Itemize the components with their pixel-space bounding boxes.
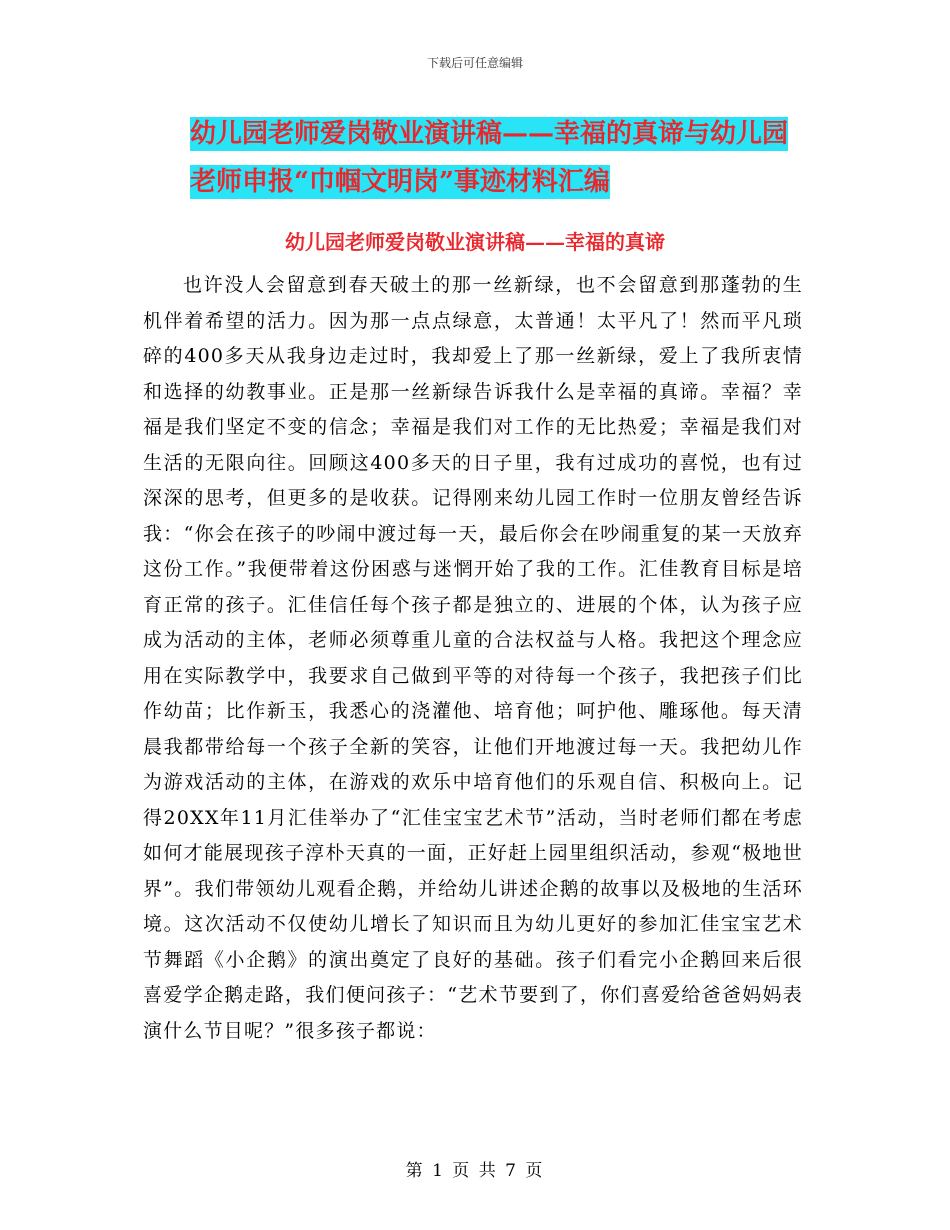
title-line-2: 老师申报“巾帼文明岗”事迹材料汇编 xyxy=(190,167,610,197)
section-title: 幼儿园老师爱岗敬业演讲稿——幸福的真谛 xyxy=(285,230,665,254)
title-line-1: 幼儿园老师爱岗敬业演讲稿——幸福的真谛与幼儿园 xyxy=(190,119,789,149)
page-number: 第 1 页 共 7 页 xyxy=(405,1161,545,1181)
body-paragraph: 也许没人会留意到春天破土的那一丝新绿，也不会留意到那蓬勃的生机伴着希望的活力。因为那一点点绿意，太普通！太平凡了！然而平凡琐碎的400多天从我身边走过时，我却爱上了那一丝新绿，爱上了我所衷情和选择的幼教事业。正是那一丝新绿告诉我什么是幸福的真谛。幸福？幸福是我们坚定不变的信念；幸福是我们对工作的无比热爱；幸福是我们对生活的无限向往。回顾这400多天的日子里，我有过成功的喜悦，也有过深深的思考，但更多的是收获。记得刚来幼儿园工作时一位朋友曾经告诉我：“你会在孩子的吵闹中渡过每一天，最后你会在吵闹重复的某一天放弃这份工作。”我便带着这份困惑与迷惘开始了我的工作。汇佳教育目标是培育正常的孩子。汇佳信任每个孩子都是独立的、进展的个体，认为孩子应成为活动的主体，老师必须尊重儿童的合法权益与人格。我把这个理念应用在实际教学中，我要求自己做到平等的对待每一个孩子，我把孩子们比作幼苗；比作新玉，我悉心的浇灌他、培育他；呵护他、雕琢他。每天清晨我都带给每一个孩子全新的笑容，让他们开地渡过每一天。我把幼儿作为游戏活动的主体，在游戏的欢乐中培育他们的乐观自信、积极向上。记得20XX年11月汇佳举办了“汇佳宝宝艺术节”活动，当时老师们都在考虑如何才能展现孩子淳朴天真的一面，正好赶上园里组织活动，参观“极地世界”。我们带领幼儿观看企鹅，并给幼儿讲述企鹅的故事以及极地的生活环境。这次活动不仅使幼儿增长了知识而且为幼儿更好的参加汇佳宝宝艺术节舞蹈《小企鹅》的演出奠定了良好的基础。孩子们看完小企鹅回来后很喜爱学企鹅走路，我们便问孩子：“艺术节要到了，你们喜爱给爸爸妈妈表演什么节目呢？”很多孩子都说： xyxy=(143,274,803,1042)
header-note: 下载后可任意编辑 xyxy=(426,56,523,70)
document-title xyxy=(190,110,810,206)
